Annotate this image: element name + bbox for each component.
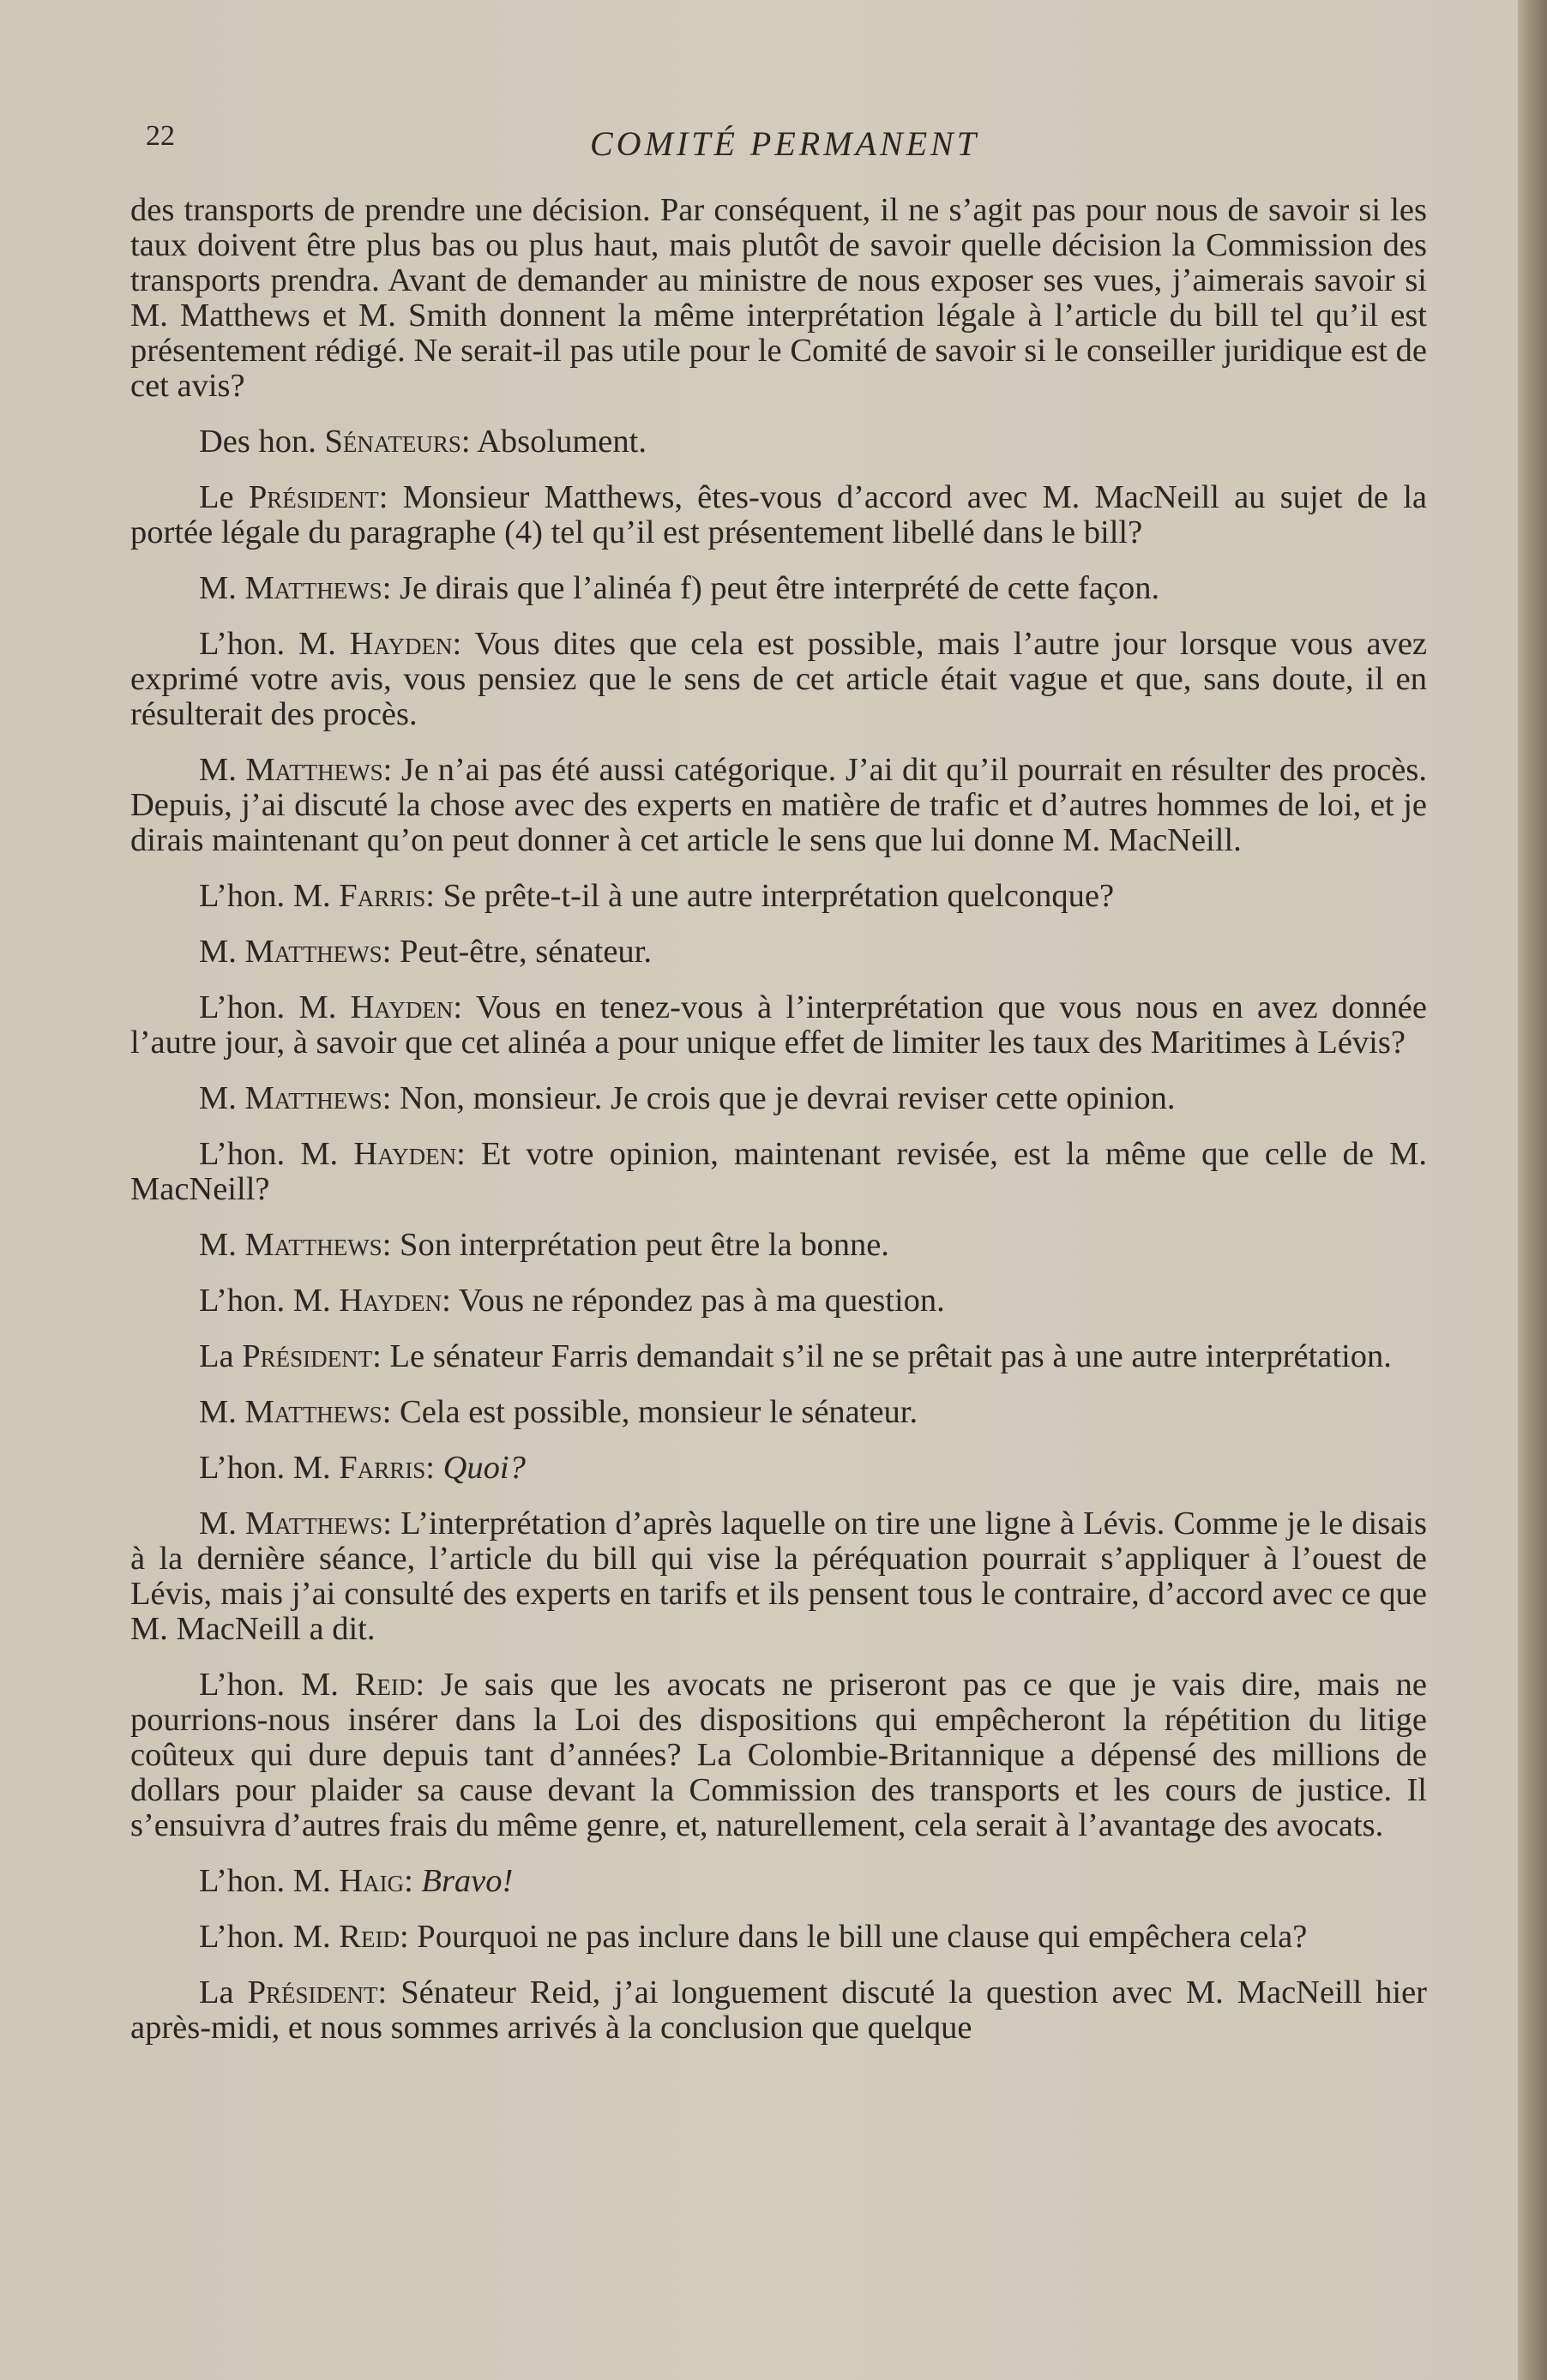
speaker-turn: M. Matthews: Je dirais que l’alinéa f) peut être interprété de cette façon. xyxy=(199,570,1160,606)
speaker-name: Hayden xyxy=(350,989,454,1025)
speech-text: Vous en tenez-vous à l’interprétation que vous nous en avez donnée l’autre jour, à savoir que cet alinéa a pour unique effet de limiter les taux des Maritimes à Lévis? xyxy=(130,989,1427,1061)
speaker-prefix: M. xyxy=(199,934,237,970)
speaker-name: Matthews xyxy=(245,1506,383,1542)
speech-text: Non, monsieur. Je crois que je devrai reviser cette opinion. xyxy=(400,1080,1176,1116)
speaker-prefix: La xyxy=(199,1974,234,2010)
speech-text: des transports de prendre une décision. Par conséquent, il ne s’agit pas pour nous de savoir si les taux doivent être plus bas ou plus haut, mais plutôt de savoir quelle décision la Commission des transports prendra. Avant de demander au ministre de nous exposer ses vues, j’aimerais savoir si M. Matthews et M. Smith donnent la même interprétation légale à l’article du bill tel qu’il est présentement rédigé. Ne serait-il pas utile pour le Comité de savoir si le conseiller juridique est de cet avis? xyxy=(130,192,1427,404)
speaker-turn: L’hon. M. Hayden: Et votre opinion, maintenant revisée, est la même que celle de M. MacNeill? xyxy=(130,1136,1428,1207)
speech-text: L’interprétation d’après laquelle on tire une ligne à Lévis. Comme je le disais à la dernière séance, l’article du bill qui vise la péréquation pourrait s’appliquer à l’ouest de Lévis, mais j’ai consulté des experts en tarifs et ils pensent tous le contraire, d’accord avec ce que M. MacNeill a dit. xyxy=(130,1506,1428,1647)
speaker-name: Président xyxy=(242,1338,373,1374)
speaker-turn: L’hon. M. Hayden: Vous dites que cela est possible, mais l’autre jour lorsque vous avez exprimé votre avis, vous pensiez que le sens de cet article était vague et que, sans doute, il en résulterait des procès. xyxy=(130,626,1428,732)
speaker-prefix: M. xyxy=(199,1080,237,1116)
speaker-prefix: L’hon. M. xyxy=(199,1919,331,1955)
speaker-turn: M. Matthews: L’interprétation d’après laquelle on tire une ligne à Lévis. Comme je le disais à la dernière séance, l’article du bill qui vise la péréquation pourrait s’appliquer à l’ouest de Lévis, mais j’ai consulté des experts en tarifs et ils pensent tous le contraire, d’accord avec ce que M. MacNeill a dit. xyxy=(130,1506,1428,1647)
speaker-prefix: L’hon. M. xyxy=(199,989,337,1025)
speaker-prefix: M. xyxy=(199,1506,237,1542)
speaker-turn: L’hon. M. Haig: Bravo! xyxy=(199,1863,514,1899)
speaker-name: Haig xyxy=(339,1863,405,1899)
page-body xyxy=(130,193,1427,2066)
speaker-turn: Le Président: Monsieur Matthews, êtes-vous d’accord avec M. MacNeill au sujet de la portée légale du paragraphe (4) tel qu’il est présentement libellé dans le bill? xyxy=(130,479,1428,550)
speaker-name: Hayden xyxy=(349,626,453,662)
speaker-turn: M. Matthews: Peut-être, sénateur. xyxy=(199,934,653,970)
speech-text: Son interprétation peut être la bonne. xyxy=(400,1227,889,1263)
speaker-turn: L’hon. M. Hayden: Vous ne répondez pas à ma question. xyxy=(199,1283,945,1319)
speaker-turn: L’hon. M. Reid: Je sais que les avocats ne priseront pas ce que je vais dire, mais ne pourrions-nous insérer dans la Loi des dispositions qui empêcheront la répétition du litige coûteux qui dure depuis tant d’années? La Colombie-Britannique a dépensé des millions de dollars pour plaider sa cause devant la Commission des transports et les cours de justice. Il s’ensuivra d’autres frais du même genre, et, naturellement, cela serait à l’avantage des avocats. xyxy=(130,1667,1427,1843)
speaker-turn: M. Matthews: Non, monsieur. Je crois que je devrai reviser cette opinion. xyxy=(199,1080,1176,1116)
speaker-name: Farris xyxy=(339,1450,426,1486)
speaker-name: Matthews xyxy=(244,1394,382,1430)
speech-text: Monsieur Matthews, êtes-vous d’accord avec M. MacNeill au sujet de la portée légale du paragraphe (4) tel qu’il est présentement libellé dans le bill? xyxy=(130,479,1428,550)
speaker-turn: Des hon. Sénateurs: Absolument. xyxy=(199,424,647,460)
speaker-name: Matthews xyxy=(244,570,382,606)
speaker-prefix: M. xyxy=(199,752,237,788)
speaker-name: Président xyxy=(247,1974,378,2010)
speech-text: Peut-être, sénateur. xyxy=(400,934,653,970)
speaker-prefix: M. xyxy=(199,1227,237,1263)
speaker-turn: L’hon. M. Farris: Quoi? xyxy=(199,1450,526,1486)
speaker-name: Matthews xyxy=(244,1080,382,1116)
speech-text: Vous ne répondez pas à ma question. xyxy=(458,1283,945,1319)
running-head: COMITÉ PERMANENT xyxy=(590,124,979,163)
speaker-prefix: L’hon. M. xyxy=(199,878,331,914)
speech-text: Absolument. xyxy=(477,424,647,460)
speech-text: Cela est possible, monsieur le sénateur. xyxy=(400,1394,918,1430)
speaker-prefix: Le xyxy=(199,479,234,515)
speaker-prefix: L’hon. M. xyxy=(199,1136,339,1172)
speaker-prefix: M. xyxy=(199,1394,237,1430)
speech-text: Vous dites que cela est possible, mais l’autre jour lorsque vous avez exprimé votre avis, vous pensiez que le sens de cet article était vague et que, sans doute, il en résulterait des procès. xyxy=(130,626,1428,732)
speaker-name: Farris xyxy=(339,878,426,914)
speech-text: Sénateur Reid, j’ai longuement discuté la question avec M. MacNeill hier après-midi, et nous sommes arrivés à la conclusion que quelque xyxy=(130,1974,1427,2046)
speaker-name: Matthews xyxy=(244,1227,382,1263)
speaker-turn: M. Matthews: Son interprétation peut être la bonne. xyxy=(199,1227,889,1263)
page-number: 22 xyxy=(146,120,175,152)
speech-text: Quoi? xyxy=(442,1450,526,1486)
speaker-name: Matthews xyxy=(244,934,382,970)
speaker-name: Matthews xyxy=(245,752,383,788)
speech-text: Pourquoi ne pas inclure dans le bill une clause qui empêchera cela? xyxy=(417,1919,1308,1955)
speaker-turn: M. Matthews: Cela est possible, monsieur le sénateur. xyxy=(199,1394,918,1430)
speech-text: Je dirais que l’alinéa f) peut être interprété de cette façon. xyxy=(400,570,1160,606)
speaker-turn: L’hon. M. Reid: Pourquoi ne pas inclure dans le bill une clause qui empêchera cela? xyxy=(199,1919,1308,1955)
speaker-prefix: L’hon. M. xyxy=(199,1667,339,1703)
speaker-turn: L’hon. M. Hayden: Vous en tenez-vous à l’interprétation que vous nous en avez donnée l’autre jour, à savoir que cet alinéa a pour unique effet de limiter les taux des Maritimes à Lévis? xyxy=(130,989,1427,1061)
speaker-name: Reid xyxy=(354,1667,416,1703)
speech-text: Se prête-t-il à une autre interprétation quelconque? xyxy=(442,878,1115,914)
speaker-prefix: L’hon. M. xyxy=(199,1283,331,1319)
speaker-prefix: L’hon. M. xyxy=(199,1863,331,1899)
speaker-prefix: M. xyxy=(199,570,237,606)
speech-text: Je sais que les avocats ne priseront pas ce que je vais dire, mais ne pourrions-nous insérer dans la Loi des dispositions qui empêcheront la répétition du litige coûteux qui dure depuis tant d’années? La Colombie-Britannique a dépensé des millions de dollars pour plaider sa cause devant la Commission des transports et les cours de justice. Il s’ensuivra d’autres frais du même genre, et, naturellement, cela serait à l’avantage des avocats. xyxy=(130,1667,1427,1843)
speech-text: Je n’ai pas été aussi catégorique. J’ai dit qu’il pourrait en résulter des procès. Depuis, j’ai discuté la chose avec des experts en matière de trafic et d’autres hommes de loi, et je dirais maintenant qu’on peut donner à cet article le sens que lui donne M. MacNeill. xyxy=(130,752,1427,858)
speaker-name: Reid xyxy=(339,1919,400,1955)
speaker-name: Sénateurs xyxy=(324,424,461,460)
speaker-prefix: L’hon. M. xyxy=(199,1450,331,1486)
speaker-name: Président xyxy=(248,479,379,515)
speaker-turn: M. Matthews: Je n’ai pas été aussi catégorique. J’ai dit qu’il pourrait en résulter des procès. Depuis, j’ai discuté la chose avec des experts en matière de trafic et d’autres hommes de loi, et je dirais maintenant qu’on peut donner à cet article le sens que lui donne M. MacNeill. xyxy=(130,752,1427,858)
speaker-prefix: La xyxy=(199,1338,234,1374)
speaker-name: Hayden xyxy=(353,1136,457,1172)
continued-paragraph xyxy=(130,193,1427,404)
speech-text: Le sénateur Farris demandait s’il ne se prêtait pas à une autre interprétation. xyxy=(389,1338,1392,1374)
speaker-turn: La Président: Le sénateur Farris demandait s’il ne se prêtait pas à une autre interprétation. xyxy=(199,1338,1392,1374)
page-header xyxy=(146,120,1424,171)
speaker-prefix: L’hon. M. xyxy=(199,626,336,662)
speaker-turn: La Président: Sénateur Reid, j’ai longuement discuté la question avec M. MacNeill hier après-midi, et nous sommes arrivés à la conclusion que quelque xyxy=(130,1974,1427,2046)
speech-text: Et votre opinion, maintenant revisée, est la même que celle de M. MacNeill? xyxy=(130,1136,1428,1207)
page-edge xyxy=(1518,0,1547,2380)
speaker-name: Hayden xyxy=(339,1283,442,1319)
speaker-turn: L’hon. M. Farris: Se prête-t-il à une autre interprétation quelconque? xyxy=(199,878,1115,914)
speech-text: Bravo! xyxy=(421,1863,514,1899)
speaker-prefix: Des hon. xyxy=(199,424,316,460)
